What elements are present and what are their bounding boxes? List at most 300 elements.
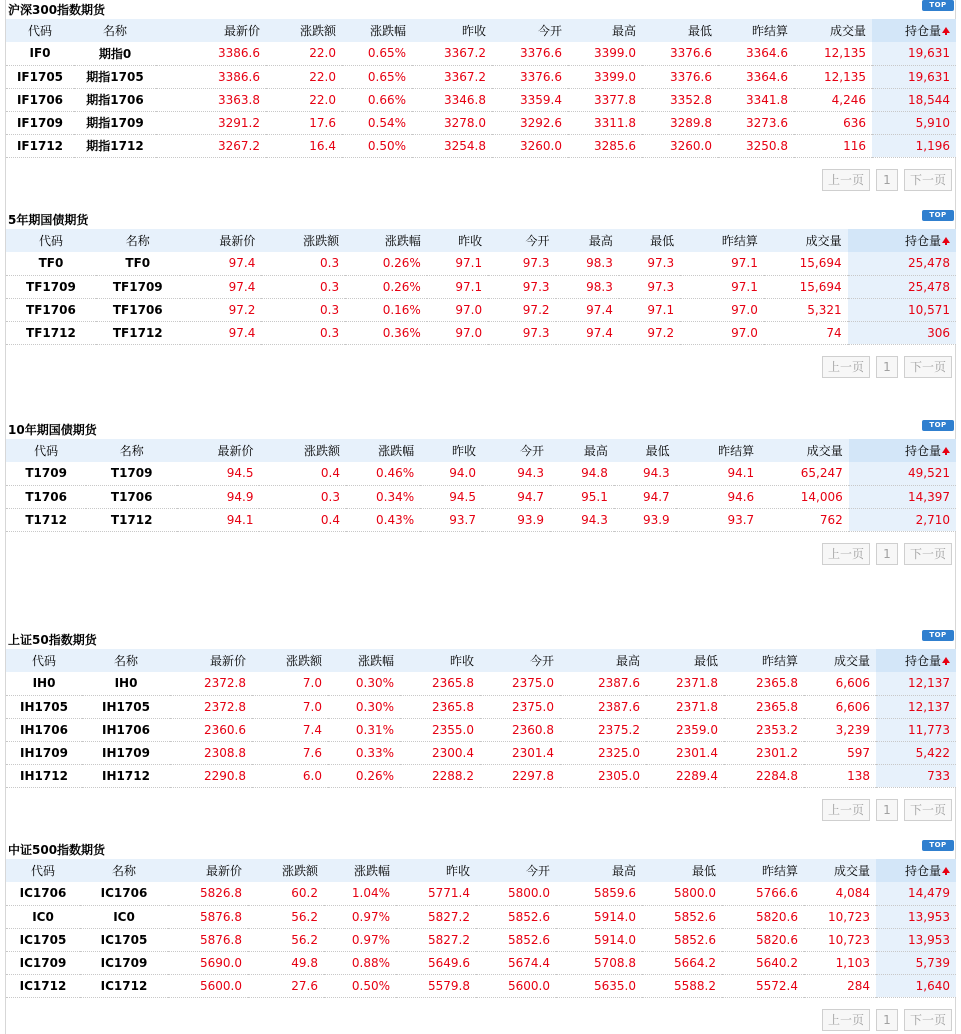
- quote-table: [6, 649, 956, 788]
- prev-page-button[interactable]: 上一页: [822, 1009, 870, 1031]
- column-header-prev-close[interactable]: [427, 229, 488, 252]
- cell-prev-close: 5649.6: [396, 951, 476, 974]
- cell-high: 94.3: [550, 508, 614, 531]
- section-title: 5年期国债期货: [8, 213, 89, 227]
- column-header-open-interest[interactable]: [849, 439, 956, 462]
- table-row[interactable]: [6, 298, 956, 321]
- column-header-label: 最高: [583, 444, 608, 458]
- cell-open: 5674.4: [476, 951, 556, 974]
- cell-volume: 65,247: [760, 462, 849, 485]
- table-row[interactable]: [6, 718, 956, 741]
- cell-code[interactable]: TF0: [6, 252, 96, 275]
- column-header-volume[interactable]: [764, 229, 848, 252]
- table-row[interactable]: [6, 462, 956, 485]
- table-row[interactable]: [6, 882, 956, 905]
- sort-desc-icon: [942, 27, 950, 33]
- cell-change: 49.8: [248, 951, 324, 974]
- column-header-volume[interactable]: [804, 649, 876, 672]
- table-row[interactable]: [6, 321, 956, 344]
- column-header-change[interactable]: [259, 439, 346, 462]
- column-header-name: [96, 229, 180, 252]
- table-row[interactable]: [6, 928, 956, 951]
- cell-high: 3285.6: [568, 134, 642, 157]
- table-row[interactable]: [6, 485, 956, 508]
- column-header-last-price[interactable]: [168, 859, 248, 882]
- cell-prev-close: 2365.8: [400, 695, 480, 718]
- cell-change-pct: 0.30%: [328, 695, 400, 718]
- table-header-row: [6, 859, 956, 882]
- column-header-high[interactable]: [556, 859, 642, 882]
- cell-code[interactable]: T1712: [6, 508, 86, 531]
- cell-code[interactable]: IC1706: [6, 882, 80, 905]
- cell-change: 0.4: [259, 462, 346, 485]
- cell-name[interactable]: IC1709: [80, 951, 168, 974]
- column-header-prev-close[interactable]: [400, 649, 480, 672]
- cell-code[interactable]: IC1712: [6, 974, 80, 997]
- next-page-button[interactable]: 下一页: [904, 169, 952, 191]
- column-header-label: 昨结算: [761, 654, 798, 668]
- cell-name[interactable]: 期指1709: [74, 111, 156, 134]
- cell-name[interactable]: IH0: [82, 672, 170, 695]
- cell-name[interactable]: TF1706: [96, 298, 180, 321]
- table-row[interactable]: [6, 741, 956, 764]
- cell-prev-settle: 5572.4: [722, 974, 804, 997]
- cell-high: 3311.8: [568, 111, 642, 134]
- cell-high: 94.8: [550, 462, 614, 485]
- next-page-button[interactable]: 下一页: [904, 356, 952, 378]
- column-header-label: 最低: [650, 234, 675, 248]
- column-header-change-pct[interactable]: [324, 859, 396, 882]
- cell-change: 0.3: [259, 485, 346, 508]
- cell-open-interest: 2,710: [849, 508, 956, 531]
- cell-low: 3289.8: [642, 111, 718, 134]
- cell-volume: 138: [804, 764, 876, 787]
- cell-code[interactable]: IH1709: [6, 741, 82, 764]
- cell-low: 2371.8: [646, 695, 724, 718]
- sort-desc-icon: [942, 657, 950, 663]
- column-header-label: 涨跌幅: [353, 864, 390, 878]
- cell-name[interactable]: 期指1706: [74, 88, 156, 111]
- cell-code[interactable]: IC1709: [6, 951, 80, 974]
- cell-code[interactable]: IC1705: [6, 928, 80, 951]
- cell-change-pct: 0.65%: [342, 65, 412, 88]
- column-header-change[interactable]: [261, 229, 345, 252]
- column-header-change[interactable]: [248, 859, 324, 882]
- cell-code[interactable]: IH0: [6, 672, 82, 695]
- cell-prev-settle: 5640.2: [722, 951, 804, 974]
- column-header-open[interactable]: [492, 19, 568, 42]
- page-number-button[interactable]: 1: [876, 169, 898, 191]
- table-row[interactable]: [6, 905, 956, 928]
- cell-name[interactable]: TF1709: [96, 275, 180, 298]
- cell-change: 0.3: [261, 252, 345, 275]
- cell-code[interactable]: IH1712: [6, 764, 82, 787]
- cell-change-pct: 0.88%: [324, 951, 396, 974]
- column-header-label: 涨跌幅: [378, 444, 415, 458]
- cell-prev-close: 94.5: [420, 485, 482, 508]
- pagination: [822, 169, 952, 191]
- cell-name[interactable]: 期指1705: [74, 65, 156, 88]
- back-to-top-button[interactable]: TOP: [922, 420, 954, 431]
- next-page-button[interactable]: 下一页: [904, 543, 952, 565]
- cell-change-pct: 0.16%: [345, 298, 427, 321]
- column-header-volume[interactable]: [804, 859, 876, 882]
- section-header: [6, 0, 956, 19]
- cell-open-interest: 1,640: [876, 974, 956, 997]
- column-header-high[interactable]: [550, 439, 614, 462]
- column-header-prev-settle[interactable]: [680, 229, 764, 252]
- cell-last-price: 5876.8: [168, 928, 248, 951]
- cell-prev-close: 3367.2: [412, 65, 492, 88]
- cell-change: 6.0: [252, 764, 328, 787]
- cell-code[interactable]: IC0: [6, 905, 80, 928]
- column-header-prev-close[interactable]: [420, 439, 482, 462]
- column-header-open[interactable]: [488, 229, 555, 252]
- cell-change: 7.4: [252, 718, 328, 741]
- table-header-row: [6, 439, 956, 462]
- cell-name[interactable]: TF1712: [96, 321, 180, 344]
- cell-change: 7.0: [252, 672, 328, 695]
- cell-last-price: 97.4: [180, 275, 262, 298]
- cell-change-pct: 0.46%: [346, 462, 420, 485]
- cell-high: 95.1: [550, 485, 614, 508]
- cell-change-pct: 0.26%: [328, 764, 400, 787]
- column-header-last-price[interactable]: [177, 439, 259, 462]
- cell-low: 97.3: [619, 252, 680, 275]
- cell-prev-settle: 94.6: [676, 485, 760, 508]
- cell-name[interactable]: T1709: [86, 462, 177, 485]
- pagination: [822, 799, 952, 821]
- table-row[interactable]: [6, 508, 956, 531]
- cell-low: 3376.6: [642, 42, 718, 65]
- column-header-volume[interactable]: [794, 19, 872, 42]
- column-header-code: [6, 439, 86, 462]
- column-header-label: 最低: [645, 444, 670, 458]
- column-header-label: 今开: [525, 234, 550, 248]
- cell-open-interest: 5,422: [876, 741, 956, 764]
- cell-prev-settle: 3364.6: [718, 42, 794, 65]
- column-header-high[interactable]: [568, 19, 642, 42]
- column-header-label: 昨收: [451, 444, 476, 458]
- prev-page-button[interactable]: 上一页: [822, 356, 870, 378]
- cell-last-price: 5876.8: [168, 905, 248, 928]
- column-header-volume[interactable]: [760, 439, 849, 462]
- cell-volume: 636: [794, 111, 872, 134]
- table-header-row: [6, 649, 956, 672]
- cell-open: 94.3: [482, 462, 550, 485]
- cell-open: 97.3: [488, 252, 555, 275]
- back-to-top-button[interactable]: TOP: [922, 0, 954, 11]
- back-to-top-button[interactable]: TOP: [922, 840, 954, 851]
- column-header-label: 昨结算: [751, 24, 788, 38]
- column-header-label: 成交量: [805, 234, 842, 248]
- table-row[interactable]: [6, 134, 956, 157]
- cell-volume: 6,606: [804, 672, 876, 695]
- table-row[interactable]: [6, 951, 956, 974]
- cell-open: 2375.0: [480, 695, 560, 718]
- cell-change: 27.6: [248, 974, 324, 997]
- cell-change: 22.0: [266, 42, 342, 65]
- cell-prev-settle: 3273.6: [718, 111, 794, 134]
- cell-last-price: 94.9: [177, 485, 259, 508]
- cell-prev-settle: 3341.8: [718, 88, 794, 111]
- table-row[interactable]: [6, 42, 956, 65]
- column-header-open-interest[interactable]: [848, 229, 956, 252]
- next-page-button[interactable]: 下一页: [904, 799, 952, 821]
- column-header-change[interactable]: [266, 19, 342, 42]
- cell-name[interactable]: IC0: [80, 905, 168, 928]
- cell-prev-settle: 2301.2: [724, 741, 804, 764]
- cell-last-price: 94.1: [177, 508, 259, 531]
- table-row[interactable]: [6, 695, 956, 718]
- cell-name[interactable]: T1706: [86, 485, 177, 508]
- prev-page-button[interactable]: 上一页: [822, 543, 870, 565]
- section-title: 中证500指数期货: [8, 843, 106, 857]
- cell-name[interactable]: IH1706: [82, 718, 170, 741]
- pagination: [822, 356, 952, 378]
- section-title: 10年期国债期货: [8, 423, 97, 437]
- column-header-low[interactable]: [642, 19, 718, 42]
- cell-last-price: 97.4: [180, 321, 262, 344]
- column-header-open-interest[interactable]: [876, 649, 956, 672]
- cell-change: 56.2: [248, 928, 324, 951]
- cell-volume: 116: [794, 134, 872, 157]
- column-header-open[interactable]: [476, 859, 556, 882]
- column-header-open[interactable]: [482, 439, 550, 462]
- column-header-prev-settle[interactable]: [676, 439, 760, 462]
- cell-prev-settle: 5820.6: [722, 928, 804, 951]
- cell-change: 0.3: [261, 321, 345, 344]
- cell-name[interactable]: 期指1712: [74, 134, 156, 157]
- cell-change: 16.4: [266, 134, 342, 157]
- table-row[interactable]: [6, 672, 956, 695]
- cell-change-pct: 0.50%: [342, 134, 412, 157]
- table-header-row: [6, 19, 956, 42]
- next-page-button[interactable]: 下一页: [904, 1009, 952, 1031]
- column-header-label: 涨跌额: [285, 654, 322, 668]
- column-header-low[interactable]: [646, 649, 724, 672]
- cell-high: 5914.0: [556, 905, 642, 928]
- cell-open: 97.3: [488, 275, 555, 298]
- section-title: 上证50指数期货: [8, 633, 97, 647]
- cell-open-interest: 5,910: [872, 111, 956, 134]
- column-header-open[interactable]: [480, 649, 560, 672]
- cell-name[interactable]: TF0: [96, 252, 180, 275]
- table-row[interactable]: [6, 88, 956, 111]
- cell-name[interactable]: T1712: [86, 508, 177, 531]
- quote-section: [6, 630, 956, 817]
- page-number-button[interactable]: 1: [876, 1009, 898, 1031]
- cell-open: 5852.6: [476, 928, 556, 951]
- column-header-change-pct[interactable]: [328, 649, 400, 672]
- cell-volume: 10,723: [804, 905, 876, 928]
- column-header-last-price[interactable]: [170, 649, 252, 672]
- cell-prev-settle: 3250.8: [718, 134, 794, 157]
- cell-code[interactable]: IF1709: [6, 111, 74, 134]
- back-to-top-button[interactable]: TOP: [922, 210, 954, 221]
- column-header-prev-close[interactable]: [412, 19, 492, 42]
- column-header-name: [80, 859, 168, 882]
- prev-page-button[interactable]: 上一页: [822, 169, 870, 191]
- column-header-label: 昨收: [449, 654, 474, 668]
- column-header-high[interactable]: [560, 649, 646, 672]
- cell-open-interest: 19,631: [872, 42, 956, 65]
- page-number-button[interactable]: 1: [876, 356, 898, 378]
- cell-open-interest: 19,631: [872, 65, 956, 88]
- cell-name[interactable]: 期指0: [74, 42, 156, 65]
- cell-high: 98.3: [556, 252, 619, 275]
- cell-prev-settle: 2365.8: [724, 672, 804, 695]
- cell-code[interactable]: IH1706: [6, 718, 82, 741]
- cell-open-interest: 11,773: [876, 718, 956, 741]
- column-header-label: 代码: [27, 24, 52, 38]
- cell-change-pct: 0.33%: [328, 741, 400, 764]
- column-header-prev-close[interactable]: [396, 859, 476, 882]
- column-header-low[interactable]: [614, 439, 676, 462]
- cell-low: 94.7: [614, 485, 676, 508]
- column-header-label: 代码: [34, 444, 59, 458]
- back-to-top-button[interactable]: TOP: [922, 630, 954, 641]
- cell-prev-close: 2365.8: [400, 672, 480, 695]
- cell-last-price: 3363.8: [156, 88, 266, 111]
- cell-change-pct: 0.97%: [324, 928, 396, 951]
- cell-high: 2387.6: [560, 672, 646, 695]
- cell-name[interactable]: IH1712: [82, 764, 170, 787]
- column-header-label: 最低: [687, 24, 712, 38]
- column-header-low[interactable]: [619, 229, 680, 252]
- column-header-low[interactable]: [642, 859, 722, 882]
- column-header-label: 今开: [525, 864, 550, 878]
- column-header-open-interest[interactable]: [876, 859, 956, 882]
- column-header-open-interest[interactable]: [872, 19, 956, 42]
- cell-prev-close: 97.1: [427, 275, 488, 298]
- cell-code[interactable]: TF1706: [6, 298, 96, 321]
- column-header-last-price[interactable]: [180, 229, 262, 252]
- column-header-label: 涨跌额: [303, 234, 340, 248]
- cell-code[interactable]: IH1705: [6, 695, 82, 718]
- cell-high: 2375.2: [560, 718, 646, 741]
- cell-change-pct: 0.36%: [345, 321, 427, 344]
- page-number-button[interactable]: 1: [876, 543, 898, 565]
- quote-table: [6, 859, 956, 998]
- cell-last-price: 3386.6: [156, 65, 266, 88]
- column-header-prev-settle[interactable]: [718, 19, 794, 42]
- column-header-label: 持仓量: [904, 864, 941, 878]
- sort-desc-icon: [942, 237, 950, 243]
- table-row[interactable]: [6, 974, 956, 997]
- cell-name[interactable]: IH1705: [82, 695, 170, 718]
- table-row[interactable]: [6, 111, 956, 134]
- cell-last-price: 97.2: [180, 298, 262, 321]
- column-header-label: 今开: [529, 654, 554, 668]
- cell-code[interactable]: IF1706: [6, 88, 74, 111]
- cell-last-price: 2372.8: [170, 695, 252, 718]
- cell-prev-close: 5827.2: [396, 928, 476, 951]
- cell-prev-settle: 3364.6: [718, 65, 794, 88]
- cell-open-interest: 13,953: [876, 928, 956, 951]
- cell-prev-close: 93.7: [420, 508, 482, 531]
- column-header-label: 涨跌幅: [384, 234, 421, 248]
- cell-low: 2371.8: [646, 672, 724, 695]
- cell-last-price: 3267.2: [156, 134, 266, 157]
- column-header-prev-settle[interactable]: [724, 649, 804, 672]
- cell-code[interactable]: IF0: [6, 42, 74, 65]
- column-header-label: 涨跌额: [299, 24, 336, 38]
- cell-last-price: 2308.8: [170, 741, 252, 764]
- cell-change: 56.2: [248, 905, 324, 928]
- cell-low: 5664.2: [642, 951, 722, 974]
- section-title: 沪深300指数期货: [8, 3, 106, 17]
- table-row[interactable]: [6, 65, 956, 88]
- column-header-label: 最新价: [209, 654, 246, 668]
- cell-change-pct: 0.26%: [345, 275, 427, 298]
- cell-low: 97.3: [619, 275, 680, 298]
- cell-name[interactable]: IC1706: [80, 882, 168, 905]
- cell-prev-close: 3367.2: [412, 42, 492, 65]
- cell-code[interactable]: IF1705: [6, 65, 74, 88]
- cell-name[interactable]: IH1709: [82, 741, 170, 764]
- cell-high: 5635.0: [556, 974, 642, 997]
- cell-name[interactable]: IC1712: [80, 974, 168, 997]
- table-row[interactable]: [6, 764, 956, 787]
- cell-volume: 74: [764, 321, 848, 344]
- cell-last-price: 5600.0: [168, 974, 248, 997]
- column-header-change-pct[interactable]: [346, 439, 420, 462]
- cell-open-interest: 306: [848, 321, 956, 344]
- cell-volume: 15,694: [764, 275, 848, 298]
- cell-low: 3376.6: [642, 65, 718, 88]
- cell-open: 3260.0: [492, 134, 568, 157]
- section-header: [6, 420, 956, 439]
- column-header-high[interactable]: [556, 229, 619, 252]
- cell-prev-close: 5771.4: [396, 882, 476, 905]
- page-number-button[interactable]: 1: [876, 799, 898, 821]
- cell-code[interactable]: T1706: [6, 485, 86, 508]
- table-row[interactable]: [6, 275, 956, 298]
- cell-name[interactable]: IC1705: [80, 928, 168, 951]
- section-header: [6, 210, 956, 229]
- table-row[interactable]: [6, 252, 956, 275]
- cell-high: 97.4: [556, 298, 619, 321]
- column-header-change[interactable]: [252, 649, 328, 672]
- cell-prev-settle: 94.1: [676, 462, 760, 485]
- cell-code[interactable]: TF1712: [6, 321, 96, 344]
- column-header-change-pct[interactable]: [345, 229, 427, 252]
- column-header-last-price[interactable]: [156, 19, 266, 42]
- column-header-label: 昨结算: [761, 864, 798, 878]
- cell-change-pct: 0.31%: [328, 718, 400, 741]
- cell-open-interest: 12,137: [876, 695, 956, 718]
- prev-page-button[interactable]: 上一页: [822, 799, 870, 821]
- column-header-label: 昨收: [461, 24, 486, 38]
- quote-table: [6, 229, 956, 345]
- cell-change-pct: 0.66%: [342, 88, 412, 111]
- cell-code[interactable]: T1709: [6, 462, 86, 485]
- column-header-prev-settle[interactable]: [722, 859, 804, 882]
- cell-last-price: 5826.8: [168, 882, 248, 905]
- cell-code[interactable]: IF1712: [6, 134, 74, 157]
- cell-high: 2325.0: [560, 741, 646, 764]
- column-header-label: 昨收: [445, 864, 470, 878]
- column-header-label: 昨收: [458, 234, 483, 248]
- column-header-change-pct[interactable]: [342, 19, 412, 42]
- column-header-label: 今开: [519, 444, 544, 458]
- cell-change: 22.0: [266, 88, 342, 111]
- cell-low: 94.3: [614, 462, 676, 485]
- cell-change-pct: 0.50%: [324, 974, 396, 997]
- cell-code[interactable]: TF1709: [6, 275, 96, 298]
- cell-low: 97.1: [619, 298, 680, 321]
